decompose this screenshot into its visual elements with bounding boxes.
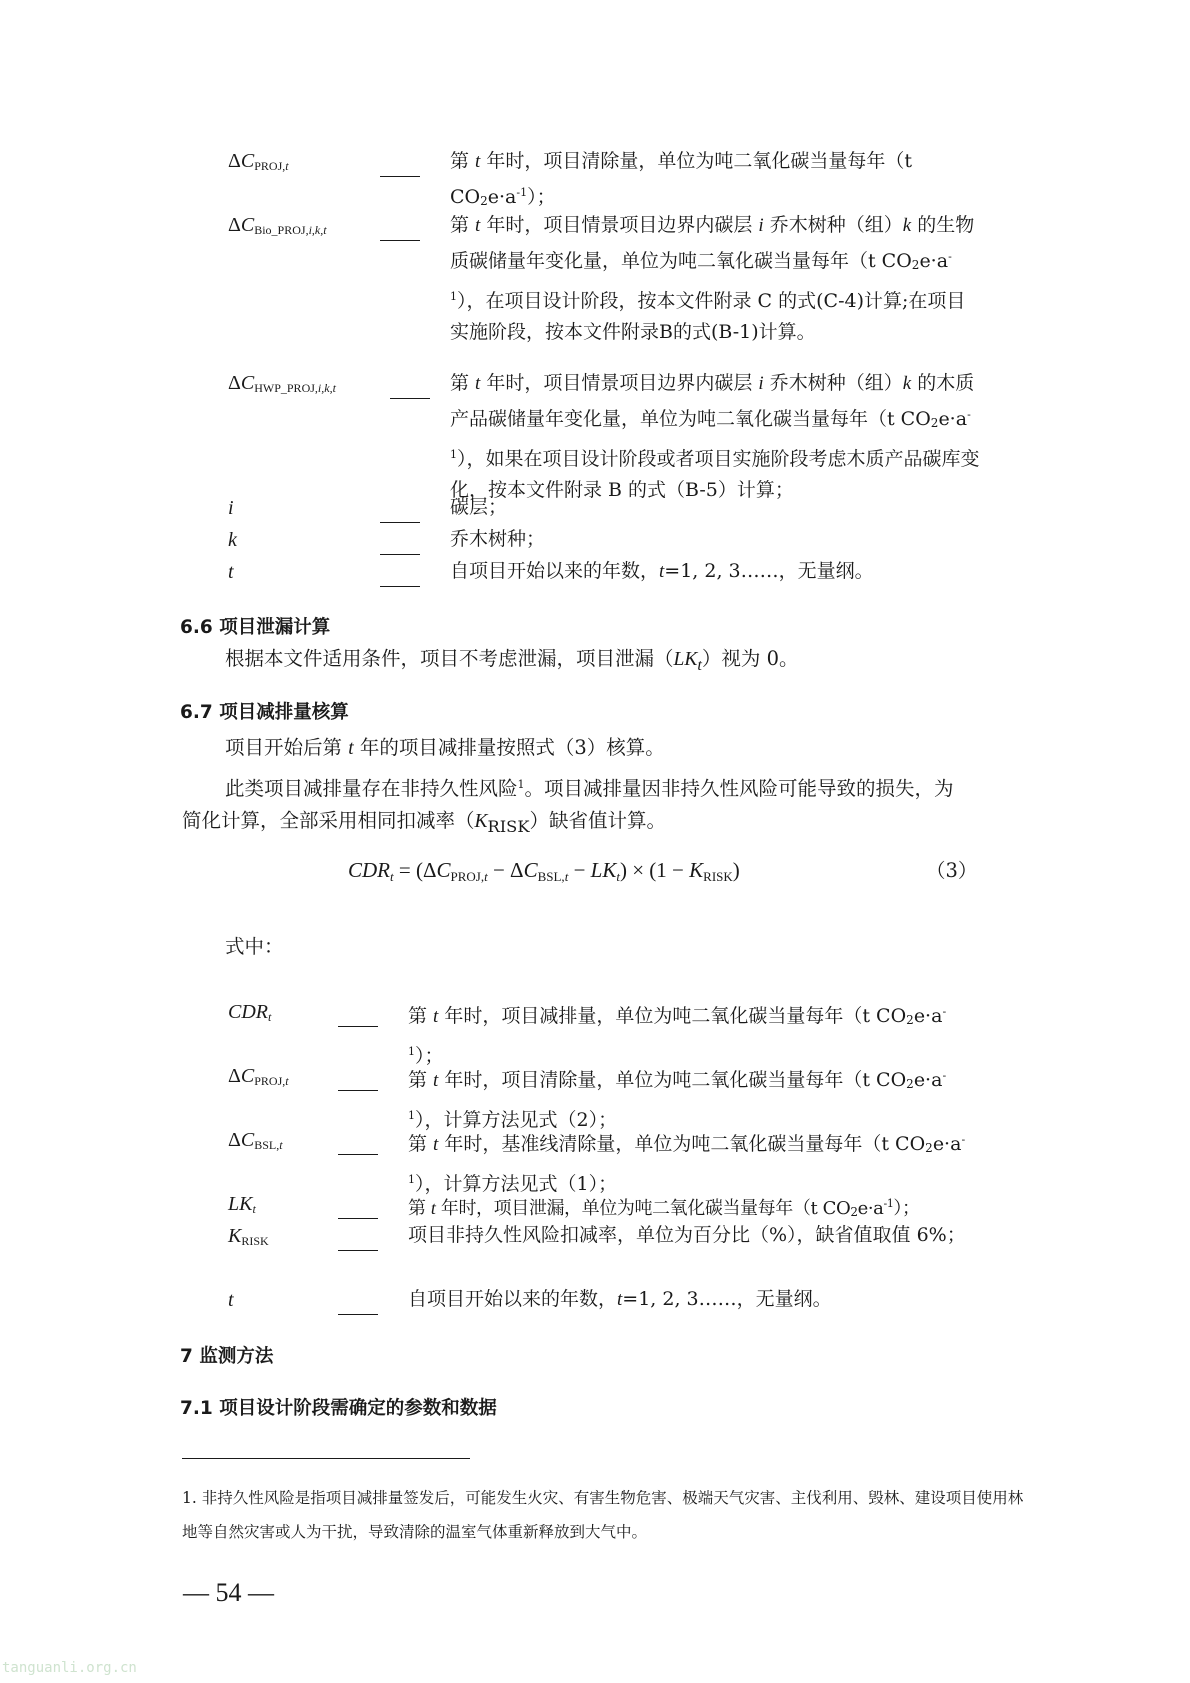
paragraph-6-7-2: 此类项目减排量存在非持久性风险$^1$。项目减排量因非持久性风险可能导致的损失，为	[225, 777, 954, 800]
definition-delta-c-proj: 第 t 年时，项目清除量，单位为吨二氧化碳当量每年（t $CO_2e\cdot a^{-1}$）；	[450, 150, 913, 208]
equation-number: （3）	[926, 859, 978, 882]
definition-lk-t: 第 t 年时，项目泄漏，单位为吨二氧化碳当量每年（t $CO_2e\cdot a^{-1}$）；	[408, 1197, 920, 1219]
definition-delta-c-proj-b: 第 t 年时，项目清除量，单位为吨二氧化碳当量每年（t $CO_2e\cdot a^{-1}$），计算方法见式（2）；	[408, 1069, 947, 1131]
symbol-delta-c-proj-b: $\Delta C_{PROJ,t}$	[228, 1065, 289, 1088]
symbol-i: i	[228, 497, 234, 519]
section-heading-6-6: 6.6 项目泄漏计算	[180, 617, 331, 638]
definition-i: 碳层；	[450, 496, 508, 518]
definition-k-risk: 项目非持久性风险扣减率，单位为百分比（%），缺省值取值 6%；	[408, 1224, 966, 1246]
symbol-delta-c-bsl: $\Delta C_{BSL,t}$	[228, 1129, 283, 1152]
symbol-cdr-t: $CDR_t$	[228, 1001, 272, 1024]
dash	[338, 1236, 378, 1255]
dash	[338, 1012, 378, 1031]
symbol-lk-t: $LK_t$	[228, 1193, 256, 1216]
page-number: — 54 —	[183, 1578, 274, 1607]
section-heading-6-7: 6.7 项目减排量核算	[180, 702, 349, 723]
dash	[338, 1300, 378, 1319]
definition-delta-c-bio-proj: 第 t 年时，项目情景项目边界内碳层 i 乔木树种（组）k 的生物质碳储量年变化量，单位为吨二氧化碳当量每年（t $CO_2e\cdot a^{-1}$），在项目设计阶段，按本文件附录 C 的式(C-4)计算;在项目实施阶段，按本文件附录B的式(B-1)计算。	[450, 214, 975, 343]
symbol-delta-c-proj: $\Delta C_{PROJ,t}$	[228, 150, 289, 173]
section-heading-7: 7 监测方法	[180, 1346, 274, 1367]
definition-delta-c-bsl: 第 t 年时，基准线清除量，单位为吨二氧化碳当量每年（t $CO_2e\cdot a^{-1}$），计算方法见式（1）；	[408, 1133, 966, 1195]
footnote-separator	[182, 1458, 470, 1459]
definition-k: 乔木树种；	[450, 528, 546, 550]
dash	[380, 162, 420, 181]
symbol-t: t	[228, 561, 234, 583]
watermark: tanguanli.org.cn	[2, 1660, 137, 1676]
dash	[338, 1076, 378, 1095]
definition-delta-c-hwp-proj: 第 t 年时，项目情景项目边界内碳层 i 乔木树种（组）k 的木质产品碳储量年变化量，单位为吨二氧化碳当量每年（t $CO_2e\cdot a^{-1}$），如果在项目设计阶段或者项目实施阶段考虑木质产品碳库变化，按本文件附录 B 的式（B-5）计算；	[450, 372, 980, 501]
definition-cdr-t: 第 t 年时，项目减排量，单位为吨二氧化碳当量每年（t $CO_2e\cdot a^{-1}$）；	[408, 1005, 947, 1067]
symbol-delta-c-bio-proj: $\Delta C_{Bio\_PROJ,i,k,t}$	[228, 214, 327, 237]
paragraph-6-7-3: 简化计算，全部采用相同扣减率$(K_{RISK})$缺省值计算。	[182, 809, 666, 836]
paragraph-6-6: 根据本文件适用条件，项目不考虑泄漏，项目泄漏$(LK_t)$视为 0。	[225, 647, 799, 674]
symbol-t-b: t	[228, 1289, 234, 1311]
dash	[380, 508, 420, 527]
symbol-delta-c-hwp-proj: $\Delta C_{HWP\_PROJ,i,k,t}$	[228, 372, 336, 395]
dash	[380, 226, 420, 245]
definition-t-b: 自项目开始以来的年数，t=1, 2, 3……，无量纲。	[408, 1288, 832, 1310]
dash	[380, 540, 420, 559]
dash	[338, 1204, 378, 1223]
paragraph-6-7-1: 项目开始后第 t 年的项目减排量按照式（3）核算。	[225, 736, 665, 759]
dash	[380, 572, 420, 591]
dash	[338, 1140, 378, 1159]
footnote: 1. 非持久性风险是指项目减排量签发后，可能发生火灾、有害生物危害、极端天气灾害、主伐利用、毁林、建设项目使用林地等自然灾害或人为干扰，导致清除的温室气体重新释放到大气中。	[182, 1489, 1024, 1541]
definition-t: 自项目开始以来的年数，t=1, 2, 3……，无量纲。	[450, 560, 874, 582]
symbol-k: k	[228, 529, 237, 551]
section-heading-7-1: 7.1 项目设计阶段需确定的参数和数据	[180, 1398, 497, 1419]
symbol-k-risk: $K_{RISK}$	[228, 1225, 269, 1248]
where-label: 式中：	[225, 935, 284, 958]
equation-3: $CDR_t = (\Delta C_{PROJ,t} - \Delta C_{BSL,t} - LK_t) \times (1 - K_{RISK})$	[348, 858, 740, 884]
dash	[390, 384, 430, 403]
